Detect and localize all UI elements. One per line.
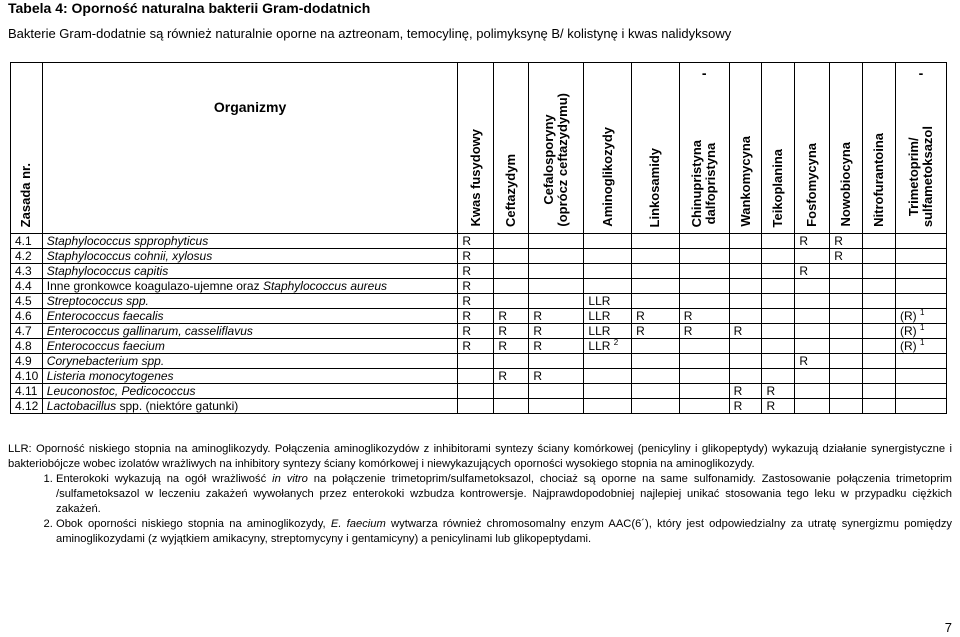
resistance-cell <box>494 384 529 399</box>
organism-name: Enterococcus faecium <box>42 339 458 354</box>
resistance-cell <box>632 339 680 354</box>
resistance-cell <box>494 264 529 279</box>
resistance-cell <box>896 234 947 249</box>
header-antibiotic <box>896 63 947 234</box>
table-row <box>11 249 947 264</box>
resistance-cell: R <box>458 324 494 339</box>
header-antibiotic <box>632 63 680 234</box>
resistance-cell: R <box>458 234 494 249</box>
rule-number: 4.1 <box>11 234 43 249</box>
rule-number: 4.7 <box>11 324 43 339</box>
resistance-cell <box>529 294 584 309</box>
resistance-cell <box>729 309 762 324</box>
resistance-cell: R <box>529 369 584 384</box>
resistance-cell: LLR $^2$ <box>584 339 632 354</box>
resistance-cell <box>896 384 947 399</box>
resistance-cell <box>632 384 680 399</box>
resistance-cell <box>584 234 632 249</box>
resistance-cell <box>584 384 632 399</box>
resistance-cell <box>584 399 632 414</box>
footnote-1: 1. Enterokoki wykazują na ogół wrażliwość in vitro na połączenie trimetoprim/sulfametoksazol, chociaż są oporne na same sulfonamidy. Zastosowanie połączenia trimetoprim /sulfametoksazol w leczeniu zakażeń wywołanych przez enterokoki wzbudza kontrowersje. Najprawdopodobniej najlepiej unikać stosowania tego leku w przypadku ciężkich zakażeń. <box>56 472 952 517</box>
resistance-cell <box>632 249 680 264</box>
rule-number: 4.9 <box>11 354 43 369</box>
footnote-ref: 2 <box>613 337 619 347</box>
resistance-cell <box>458 384 494 399</box>
footnote-2: 2. Obok oporności niskiego stopnia na aminoglikozydy, E. faecium wytwarza również chromosomalny enzym AAC(6´), który jest odpowiedzialny za utratę synergizmu pomiędzy aminoglikozydami (z wyjątkiem amikacyny, streptomycyny i gentamicyny) a penicylinami lub glikopeptydami. <box>56 517 952 547</box>
resistance-cell <box>529 399 584 414</box>
resistance-cell: (R) $^1$ <box>896 324 947 339</box>
header-antibiotic-label: Nitrofurantoina <box>871 133 887 227</box>
resistance-cell: R <box>795 354 830 369</box>
resistance-cell <box>830 399 863 414</box>
table-row <box>11 384 947 399</box>
resistance-cell <box>584 369 632 384</box>
resistance-cell <box>679 294 729 309</box>
table-row <box>11 264 947 279</box>
table-row <box>11 369 947 384</box>
resistance-cell <box>529 264 584 279</box>
resistance-cell: R <box>830 249 863 264</box>
organism-name: Staphylococcus capitis <box>42 264 458 279</box>
rule-number: 4.3 <box>11 264 43 279</box>
table-subtitle: Bakterie Gram-dodatnie są również naturalnie oporne na aztreonam, temocylinę, polimyksynę B/ kolistynę i kwas nalidyksowy <box>8 26 732 41</box>
resistance-cell <box>863 399 896 414</box>
resistance-cell <box>830 339 863 354</box>
table-row <box>11 339 947 354</box>
resistance-cell <box>896 399 947 414</box>
table-row <box>11 354 947 369</box>
resistance-cell <box>795 369 830 384</box>
header-antibiotic-label: Fosfomycyna <box>804 143 820 227</box>
resistance-cell <box>494 234 529 249</box>
resistance-cell: R <box>762 384 795 399</box>
header-antibiotic-label: Aminoglikozydy <box>599 127 615 227</box>
resistance-cell <box>584 354 632 369</box>
resistance-cell <box>458 369 494 384</box>
header-rule-label: Zasada nr. <box>18 162 34 227</box>
footnote-ref: 1 <box>920 322 925 332</box>
organism-name: Streptococcus spp. <box>42 294 458 309</box>
resistance-cell: R <box>458 249 494 264</box>
resistance-cell: R <box>729 399 762 414</box>
footnote-llr: LLR: Oporność niskiego stopnia na aminoglikozydy. Połączenia aminoglikozydów z inhibitorami syntezy ściany komórkowej (penicyliny i glikopeptydy) wykazują działanie synergistyczne i bakteriobójcze wobec izolatów wrażliwych na inhibitory syntezy ściany komórkowej i niewykazujących oporności wysokiego stopnia na aminoglikozydy. <box>8 443 952 470</box>
resistance-cell <box>863 279 896 294</box>
footnotes <box>8 442 952 547</box>
header-antibiotic <box>830 63 863 234</box>
resistance-cell <box>729 354 762 369</box>
resistance-cell: R <box>494 339 529 354</box>
resistance-cell: R <box>795 234 830 249</box>
resistance-cell: R <box>679 324 729 339</box>
organism-name: Listeria monocytogenes <box>42 369 458 384</box>
organism-name: Leuconostoc, Pedicococcus <box>42 384 458 399</box>
page-number: 7 <box>944 620 952 635</box>
resistance-cell <box>679 279 729 294</box>
resistance-cell <box>529 384 584 399</box>
resistance-cell <box>679 249 729 264</box>
resistance-cell <box>863 249 896 264</box>
resistance-cell <box>584 279 632 294</box>
resistance-cell <box>762 264 795 279</box>
resistance-cell: R <box>494 324 529 339</box>
resistance-cell: R <box>632 324 680 339</box>
organism-name: Staphylococcus spprophyticus <box>42 234 458 249</box>
header-antibiotic <box>679 63 729 234</box>
header-antibiotic-label: Ceftazydym <box>503 154 519 227</box>
resistance-cell <box>795 249 830 264</box>
resistance-cell <box>830 264 863 279</box>
resistance-cell <box>795 324 830 339</box>
resistance-cell <box>795 339 830 354</box>
resistance-cell: R <box>795 264 830 279</box>
header-antibiotic <box>458 63 494 234</box>
header-antibiotic-label: Cefalosporyny (oprócz ceftazydymu) <box>541 93 571 227</box>
resistance-cell <box>458 354 494 369</box>
header-antibiotic-label: Linkosamidy <box>647 147 663 227</box>
table-row <box>11 279 947 294</box>
resistance-cell: R <box>762 399 795 414</box>
resistance-cell: R <box>729 324 762 339</box>
resistance-cell <box>762 279 795 294</box>
resistance-cell <box>762 309 795 324</box>
resistance-cell: R <box>494 369 529 384</box>
resistance-cell: LLR <box>584 294 632 309</box>
header-antibiotic-label: Kwas fusydowy <box>467 129 483 227</box>
resistance-cell <box>494 399 529 414</box>
resistance-cell <box>632 264 680 279</box>
header-antibiotic <box>863 63 896 234</box>
organism-name: Enterococcus gallinarum, casseliflavus <box>42 324 458 339</box>
resistance-cell <box>494 354 529 369</box>
resistance-cell <box>795 399 830 414</box>
header-antibiotic <box>529 63 584 234</box>
resistance-cell: LLR <box>584 324 632 339</box>
resistance-cell <box>729 234 762 249</box>
resistance-cell <box>494 249 529 264</box>
organism-name: Lactobacillus spp. (niektóre gatunki) <box>42 399 458 414</box>
header-antibiotic <box>729 63 762 234</box>
header-antibiotic-label: Teikoplanina <box>770 148 786 227</box>
resistance-cell <box>830 384 863 399</box>
resistance-table <box>10 62 947 414</box>
resistance-cell <box>529 279 584 294</box>
resistance-cell <box>529 354 584 369</box>
rule-number: 4.10 <box>11 369 43 384</box>
resistance-cell <box>830 309 863 324</box>
resistance-cell: R <box>529 339 584 354</box>
rule-number: 4.4 <box>11 279 43 294</box>
resistance-cell: R <box>632 309 680 324</box>
resistance-cell <box>863 264 896 279</box>
resistance-cell <box>762 294 795 309</box>
header-antibiotic-label: Nowobiocyna <box>838 142 854 227</box>
resistance-cell <box>863 234 896 249</box>
resistance-cell: R <box>458 339 494 354</box>
table-row <box>11 234 947 249</box>
header-organisms <box>42 63 458 234</box>
organism-name: Inne gronkowce koagulazo-ujemne oraz Staphylococcus aureus <box>42 279 458 294</box>
header-dash: - <box>918 65 924 81</box>
resistance-cell <box>529 234 584 249</box>
resistance-cell <box>795 384 830 399</box>
resistance-cell <box>679 264 729 279</box>
resistance-cell <box>632 279 680 294</box>
rule-number: 4.2 <box>11 249 43 264</box>
resistance-cell <box>896 294 947 309</box>
resistance-cell <box>830 294 863 309</box>
header-antibiotic <box>584 63 632 234</box>
organism-name: Enterococcus faecalis <box>42 309 458 324</box>
header-organisms-label: Organizmy <box>213 99 287 115</box>
table-row <box>11 399 947 414</box>
resistance-cell <box>762 354 795 369</box>
resistance-cell <box>762 324 795 339</box>
table-row <box>11 324 947 339</box>
footnote-ref: 1 <box>920 307 925 317</box>
header-rule <box>11 63 43 234</box>
resistance-cell <box>729 294 762 309</box>
resistance-cell <box>729 249 762 264</box>
resistance-cell: (R) $^1$ <box>896 339 947 354</box>
resistance-cell: R <box>729 384 762 399</box>
table-title: Tabela 4: Oporność naturalna bakterii Gram-dodatnich <box>8 0 371 16</box>
resistance-cell <box>863 339 896 354</box>
resistance-cell: LLR <box>584 309 632 324</box>
resistance-cell <box>679 399 729 414</box>
resistance-cell <box>729 339 762 354</box>
resistance-cell <box>762 369 795 384</box>
resistance-cell <box>762 339 795 354</box>
resistance-cell <box>729 264 762 279</box>
resistance-cell <box>494 279 529 294</box>
rule-number: 4.11 <box>11 384 43 399</box>
resistance-cell: R <box>458 294 494 309</box>
header-antibiotic <box>494 63 529 234</box>
resistance-cell <box>863 324 896 339</box>
resistance-cell <box>632 369 680 384</box>
resistance-cell <box>679 354 729 369</box>
table-row <box>11 294 947 309</box>
resistance-cell <box>896 249 947 264</box>
resistance-cell <box>632 294 680 309</box>
resistance-cell <box>679 369 729 384</box>
resistance-cell <box>896 354 947 369</box>
resistance-cell: R <box>830 234 863 249</box>
header-antibiotic-label: Chinupristyna dalfopristyna <box>689 139 719 227</box>
resistance-cell <box>896 279 947 294</box>
resistance-cell: R <box>529 309 584 324</box>
table-body <box>11 63 947 414</box>
resistance-cell <box>584 249 632 264</box>
resistance-cell <box>584 264 632 279</box>
header-antibiotic <box>795 63 830 234</box>
resistance-cell <box>762 234 795 249</box>
resistance-cell: R <box>529 324 584 339</box>
resistance-cell <box>795 309 830 324</box>
resistance-cell <box>863 294 896 309</box>
resistance-cell <box>632 399 680 414</box>
resistance-cell <box>863 369 896 384</box>
resistance-cell <box>830 354 863 369</box>
rule-number: 4.6 <box>11 309 43 324</box>
rule-number: 4.12 <box>11 399 43 414</box>
resistance-cell <box>679 234 729 249</box>
resistance-cell <box>762 249 795 264</box>
footnote-ref: 1 <box>920 337 925 347</box>
resistance-cell: R <box>458 279 494 294</box>
resistance-cell <box>529 249 584 264</box>
table-row <box>11 309 947 324</box>
organism-name: Corynebacterium spp. <box>42 354 458 369</box>
resistance-cell <box>679 339 729 354</box>
resistance-cell <box>830 324 863 339</box>
resistance-cell: R <box>679 309 729 324</box>
resistance-cell <box>896 369 947 384</box>
resistance-cell <box>729 369 762 384</box>
header-dash: - <box>701 65 707 81</box>
resistance-cell <box>458 399 494 414</box>
resistance-cell <box>830 369 863 384</box>
rule-number: 4.5 <box>11 294 43 309</box>
resistance-cell: (R) $^1$ <box>896 309 947 324</box>
header-antibiotic <box>762 63 795 234</box>
resistance-cell <box>632 234 680 249</box>
resistance-cell: R <box>458 264 494 279</box>
resistance-cell <box>863 309 896 324</box>
resistance-cell <box>863 384 896 399</box>
rule-number: 4.8 <box>11 339 43 354</box>
resistance-cell <box>863 354 896 369</box>
resistance-cell <box>729 279 762 294</box>
resistance-cell: R <box>458 309 494 324</box>
resistance-cell <box>679 384 729 399</box>
resistance-cell <box>795 294 830 309</box>
resistance-cell: R <box>494 309 529 324</box>
table-header-row <box>11 63 947 234</box>
resistance-cell <box>830 279 863 294</box>
resistance-cell <box>795 279 830 294</box>
header-antibiotic-label: Wankomycyna <box>737 136 753 227</box>
resistance-cell <box>494 294 529 309</box>
header-antibiotic-label: Trimetoprim/ sulfametoksazol <box>906 125 935 227</box>
organism-name: Staphylococcus cohnii, xylosus <box>42 249 458 264</box>
resistance-cell <box>896 264 947 279</box>
resistance-cell <box>632 354 680 369</box>
